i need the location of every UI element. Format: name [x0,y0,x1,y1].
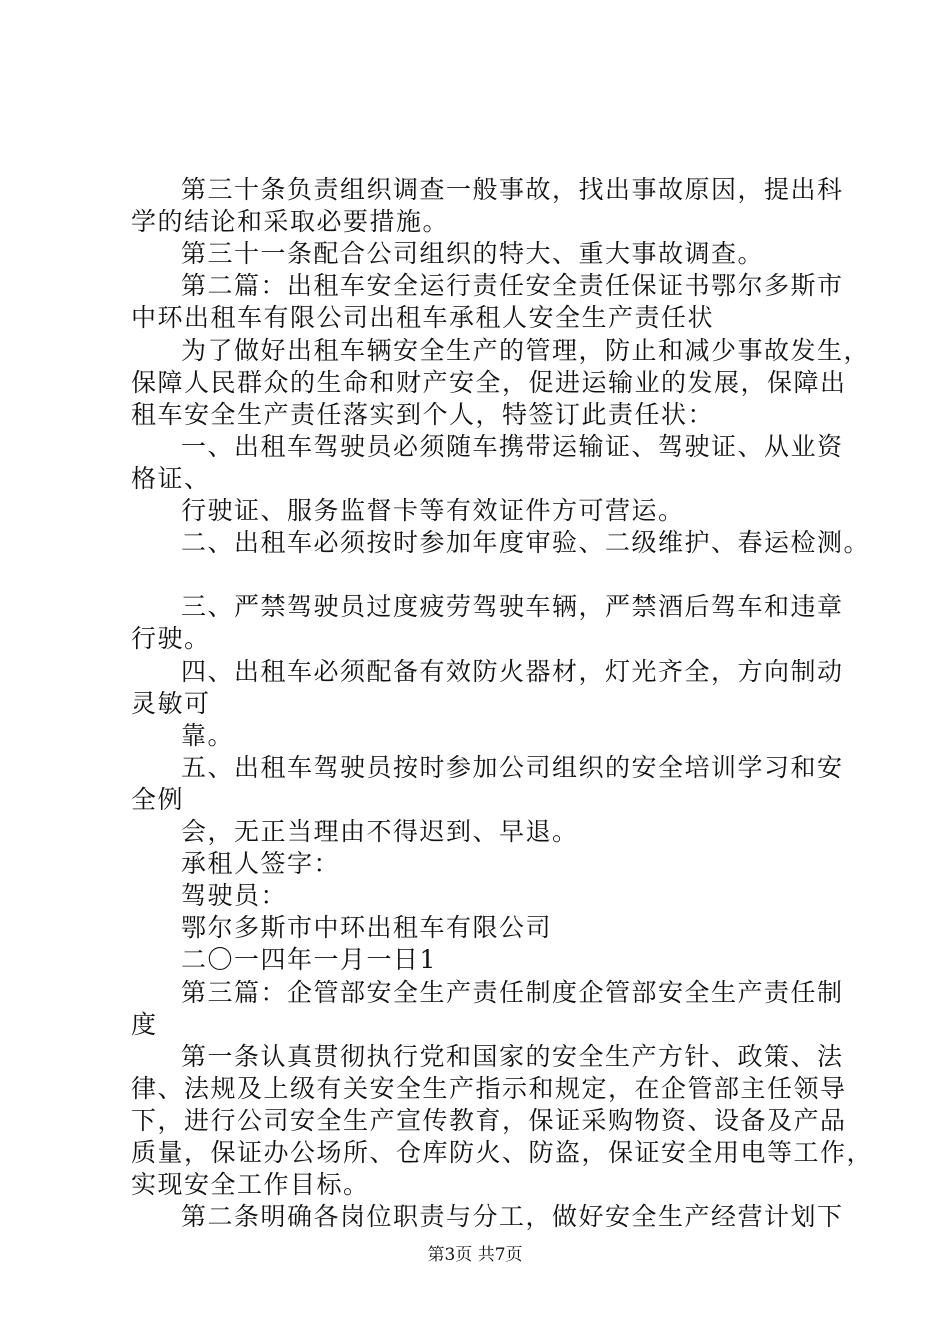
text-line: 二、出租车必须按时参加年度审验、二级维护、春运检测。 [181,528,871,558]
text-line: 下，进行公司安全生产宣传教育，保证采购物资、设备及产品 [131,1105,847,1135]
text-line: 行驶。 [131,624,211,654]
text-line: 全例 [131,784,185,814]
text-line: 驾驶员： [181,881,288,911]
text-line: 第二条明确各岗位职责与分工，做好安全生产经营计划下 [181,1202,844,1232]
text-line: 度 [131,1009,158,1039]
text-line: 第二篇：出租车安全运行责任安全责任保证书鄂尔多斯市 [181,271,844,301]
text-line: 五、出租车驾驶员按时参加公司组织的安全培训学习和安 [181,752,844,782]
text-line: 第一条认真贯彻执行党和国家的安全生产方针、政策、法 [181,1041,844,1071]
text-line: 二〇一四年一月一日1 [181,945,437,975]
text-line: 质量，保证办公场所、仓库防火、防盗，保证安全用电等工作， [131,1138,874,1167]
text-line: 为了做好出租车辆安全生产的管理，防止和减少事故发生， [181,335,871,365]
text-line: 会，无正当理由不得迟到、早退。 [181,817,579,846]
text-line: 三、严禁驾驶员过度疲劳驾驶车辆，严禁酒后驾车和违章 [181,592,844,622]
text-line: 第三十条负责组织调查一般事故，找出事故原因，提出科 [181,175,844,204]
page-footer: 第3页 共7页 [427,1245,523,1265]
text-line: 保障人民群众的生命和财产安全，促进运输业的发展，保障出 [131,367,847,397]
text-line: 灵敏可 [131,688,211,718]
text-line: 第三十一条配合公司组织的特大、重大事故调查。 [181,239,765,269]
text-line: 实现安全工作目标。 [131,1170,370,1200]
text-line: 一、出租车驾驶员必须随车携带运输证、驾驶证、从业资 [181,431,844,461]
text-line: 格证、 [131,463,211,493]
text-line: 学的结论和采取必要措施。 [131,207,450,237]
text-line: 第三篇：企管部安全生产责任制度企管部安全生产责任制 [181,977,844,1007]
text-line: 行驶证、服务监督卡等有效证件方可营运。 [181,496,685,525]
text-line: 鄂尔多斯市中环出租车有限公司 [181,913,553,943]
text-line: 中环出租车有限公司出租车承租人安全生产责任状 [131,303,715,333]
text-line: 律、法规及上级有关安全生产指示和规定，在企管部主任领导 [131,1073,847,1103]
text-line: 四、出租车必须配备有效防火器材，灯光齐全，方向制动 [181,656,844,686]
text-line: 租车安全生产责任落实到个人，特签订此责任状： [131,399,715,429]
text-line: 靠。 [181,720,235,750]
text-line: 承租人签字： [181,849,341,879]
